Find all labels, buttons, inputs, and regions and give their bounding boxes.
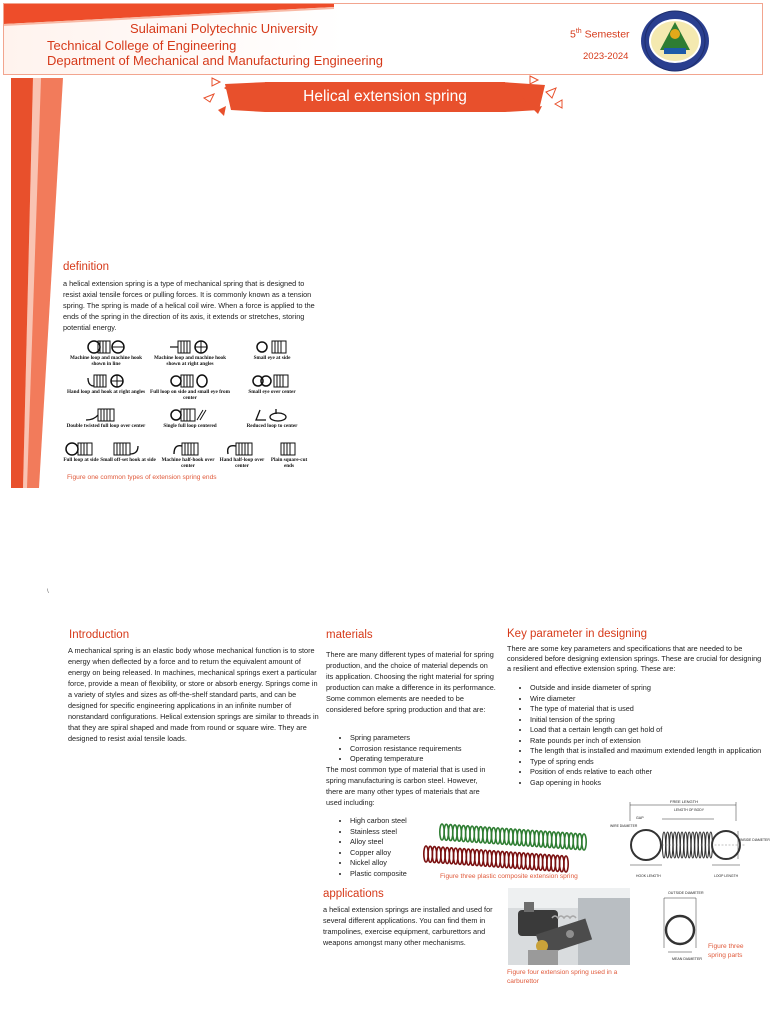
list-item: • The length that is installed and maximum extended length in application xyxy=(530,746,772,757)
list-item: • Plastic composite xyxy=(350,869,407,880)
list-item: • Copper alloy xyxy=(350,848,407,859)
introduction-text: A mechanical spring is an elastic body whose mechanical function is to store energy when deflected by a force and to return the equivalent amount of energy on being released. In machines, mechanical springs exert a particular force, provide a mean of flexibility, or store or absorb energy. Springs come in a variety of styles and sizes as off-the-shelf standard parts, and can be designed for specific engineering applications in an infinite number of nonstandard configurations. Helical extension springs are similar to threads in that they are spiral shaped and made from round or square wire. They are designed to resist axial tensile loads. xyxy=(68,646,319,743)
spring-end-drawing xyxy=(252,340,292,354)
spring-end-label: Double twisted full loop over center xyxy=(66,423,146,429)
materials-types-list xyxy=(336,816,407,879)
list-item: • Wire diameter xyxy=(530,694,772,705)
key-parameters-text: There are some key parameters and specifications that are needed to be considered before designing extension springs. These are crucial for designing a resilient and effective extension spring. These are: xyxy=(507,644,762,674)
spring-end-1 xyxy=(65,340,147,367)
key-parameters-list xyxy=(516,683,772,788)
inside-diameter-label: INSIDE DIAMETER xyxy=(740,838,770,842)
academic-year: 2023-2024 xyxy=(583,51,629,62)
definition-heading: definition xyxy=(63,261,110,273)
spring-end-label: Small off-set hook at side xyxy=(100,457,156,463)
spring-end-7 xyxy=(65,408,147,429)
spring-end-drawing xyxy=(170,374,210,388)
list-item: • Gap opening in hooks xyxy=(530,778,772,789)
spring-end-drawing xyxy=(86,340,126,354)
figure-three-parts-caption: Figure three spring parts xyxy=(708,943,744,959)
materials-considerations-list xyxy=(336,733,462,765)
key-parameters-heading: Key parameter in designing xyxy=(507,628,647,640)
red-spring xyxy=(424,846,568,872)
list-item: • Position of ends relative to each other xyxy=(530,767,772,778)
diameter-diagram xyxy=(650,888,710,970)
semester-label: 5th Semester xyxy=(570,28,630,41)
materials-text-2: The most common type of material that is used in spring manufacturing is carbon steel. However, there are many other types of materials that are used including: xyxy=(326,765,486,807)
introduction-heading: Introduction xyxy=(69,629,130,641)
list-item: • Nickel alloy xyxy=(350,858,407,869)
spring-end-drawing xyxy=(252,374,292,388)
spring-end-drawing xyxy=(277,442,301,456)
spring-end-label: Hand half-loop over center xyxy=(219,457,265,469)
spring-end-drawing xyxy=(112,442,144,456)
stray-mark: \ xyxy=(47,589,49,595)
spring-end-label: Small eye at side xyxy=(253,355,291,361)
list-item: • The type of material that is used xyxy=(530,704,772,715)
spring-end-11 xyxy=(99,442,157,463)
spring-parts-diagram xyxy=(608,797,770,891)
spring-end-label: Full loop at side xyxy=(63,457,99,463)
spring-end-13 xyxy=(217,442,267,469)
spring-end-label: Plain square-cut ends xyxy=(270,457,308,469)
loop-length-label: LOOP LENGTH xyxy=(714,874,739,878)
outside-diameter-label: OUTSIDE DIAMETER xyxy=(668,891,704,895)
list-item: • Outside and inside diameter of spring xyxy=(530,683,772,694)
spring-end-label: Hand loop and hook at right angles xyxy=(66,389,146,395)
list-item: • High carbon steel xyxy=(350,816,407,827)
free-length-label: FREE LENGTH xyxy=(670,799,699,804)
plastic-springs-image xyxy=(416,814,598,876)
spring-end-12 xyxy=(159,442,217,469)
spring-end-label: Machine loop and machine hook shown at right angles xyxy=(153,355,227,367)
spring-end-5 xyxy=(149,374,231,401)
spring-end-label: Full loop on side and small eye from center xyxy=(150,389,230,401)
list-item: • Load that a certain length can get hold of xyxy=(530,725,772,736)
applications-text: a helical extension springs are installed and used for several different applications. You can find them in trampolines, exercise equipment, carburettors and weapons amongst many other mechanisms. xyxy=(323,905,493,947)
list-item: • Stainless steel xyxy=(350,827,407,838)
spring-end-drawing xyxy=(172,442,204,456)
hook-length-label: HOOK LENGTH xyxy=(636,874,661,878)
spring-end-drawing xyxy=(170,408,210,422)
university-logo xyxy=(640,10,710,72)
spring-end-10 xyxy=(63,442,99,463)
list-item: • Type of spring ends xyxy=(530,757,772,768)
list-item: • Operating temperature xyxy=(350,754,462,765)
spring-end-6 xyxy=(235,374,309,395)
mean-diameter-label: MEAN DIAMETER xyxy=(672,957,702,961)
figure-four-caption: Figure four extension spring used in a carburettor xyxy=(507,969,618,985)
materials-text-1: There are many different types of material for spring production, and the choice of material depends on its application. Choosing the right material for spring production can make a difference in its performance. Some common elements are needed to be considered before spring production and that are: xyxy=(326,650,496,714)
spring-end-label: Reduced loop to center xyxy=(246,423,298,429)
spring-end-9 xyxy=(235,408,309,429)
left-accent-decoration xyxy=(11,78,63,488)
spring-end-3 xyxy=(235,340,309,361)
list-item: • Rate pounds per inch of extension xyxy=(530,736,772,747)
spring-ends-figure xyxy=(63,336,313,472)
definition-text: a helical extension spring is a type of mechanical spring that is designed to resist axial tensile forces or pulling forces. It is commonly known as a tension spring. The spring is made of a helical coil wire. When a force is applied to the ends of the spring in the direction of its axis, it extends or stretches, storing potential energy. xyxy=(63,279,315,332)
spring-end-drawing xyxy=(65,442,97,456)
green-spring xyxy=(440,824,586,850)
spring-coil xyxy=(582,834,586,850)
page-title: Helical extension spring xyxy=(303,88,467,105)
carburettor-photo xyxy=(508,888,630,965)
length-of-body-label: LENGTH OF BODY xyxy=(674,808,704,812)
list-item: • Alloy steel xyxy=(350,837,407,848)
wire-diameter-label: WIRE DIAMETER xyxy=(610,824,638,828)
list-item: • Spring parameters xyxy=(350,733,462,744)
university-name: Sulaimani Polytechnic University xyxy=(130,21,318,36)
department-name: Department of Mechanical and Manufacturing Engineering xyxy=(47,53,384,68)
spring-end-4 xyxy=(65,374,147,395)
spring-end-label: Small eye over center xyxy=(248,389,296,395)
college-name: Technical College of Engineering xyxy=(47,38,237,53)
spring-end-drawing xyxy=(226,442,258,456)
spring-coil xyxy=(564,856,568,872)
list-item: • Initial tension of the spring xyxy=(530,715,772,726)
spring-end-drawing xyxy=(170,340,210,354)
spring-end-label: Machine loop and machine hook shown in line xyxy=(69,355,143,367)
spring-end-drawing xyxy=(86,408,126,422)
materials-heading: materials xyxy=(326,629,373,641)
spring-end-drawing xyxy=(252,408,292,422)
gap-label: GAP xyxy=(636,816,644,820)
spring-end-label: Machine half-hook over center xyxy=(161,457,215,469)
spring-end-14 xyxy=(267,442,311,469)
applications-heading: applications xyxy=(323,888,384,900)
title-confetti xyxy=(200,74,570,120)
list-item: • Corrosion resistance requirements xyxy=(350,744,462,755)
spring-end-drawing xyxy=(86,374,126,388)
figure-three-plastic-caption: Figure three plastic composite extension spring xyxy=(440,873,578,880)
spring-end-8 xyxy=(149,408,231,429)
figure-one-caption: Figure one common types of extension spring ends xyxy=(67,474,217,481)
spring-end-2 xyxy=(149,340,231,367)
spring-end-label: Single full loop centered xyxy=(163,423,217,429)
